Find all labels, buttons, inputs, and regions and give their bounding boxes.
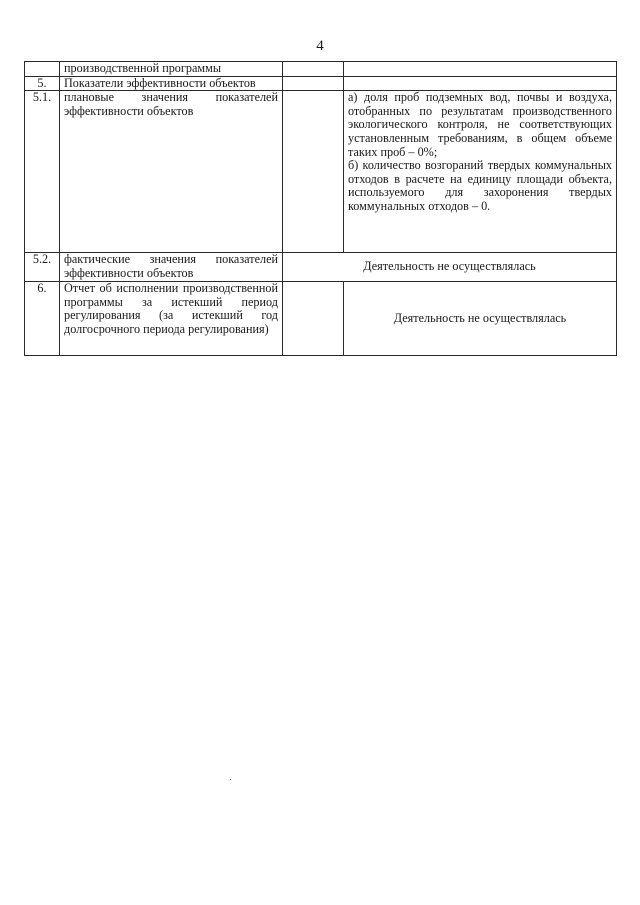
- row-empty-cell: [283, 282, 344, 356]
- row-name: Показатели эффективности объектов: [60, 76, 283, 91]
- row-number: [25, 62, 60, 77]
- row-number: 5.: [25, 76, 60, 91]
- row-number: 5.2.: [25, 253, 60, 282]
- table-row: [25, 253, 617, 282]
- row-number: 5.1.: [25, 91, 60, 253]
- table-row: [25, 62, 617, 77]
- row-empty-cell: [283, 76, 344, 91]
- report-table: [24, 61, 617, 356]
- row-name: Отчет об исполнении производственной программы за истекший период регулирования (за истекший год долгосрочного периода регулирования): [60, 282, 283, 356]
- row-value: [344, 76, 617, 91]
- row-number: 6.: [25, 282, 60, 356]
- table-row: [25, 76, 617, 91]
- row-value: Деятельность не осуществлялась: [344, 282, 617, 356]
- row-empty-cell: [283, 91, 344, 253]
- row-value: Деятельность не осуществлялась: [283, 253, 617, 282]
- row-name: плановые значения показателей эффективности объектов: [60, 91, 283, 253]
- row-name: производственной программы: [60, 62, 283, 77]
- row-value: [344, 91, 617, 253]
- scan-speck: [230, 779, 231, 780]
- indicator-b: б) количество возгораний твердых коммунальных отходов в расчете на единицу площади объекта, используемого для захоронения твердых коммунальных отходов – 0.: [348, 158, 612, 213]
- table-row: [25, 91, 617, 253]
- row-value: [344, 62, 617, 77]
- table-row: [25, 282, 617, 356]
- page-number: 4: [316, 38, 324, 54]
- indicator-a: а) доля проб подземных вод, почвы и воздуха, отобранных по результатам производственного экологического контроля, не соответствующих установленным требованиям, в общем объеме таких проб – 0%;: [348, 90, 612, 159]
- row-empty-cell: [283, 62, 344, 77]
- row-name: фактические значения показателей эффективности объектов: [60, 253, 283, 282]
